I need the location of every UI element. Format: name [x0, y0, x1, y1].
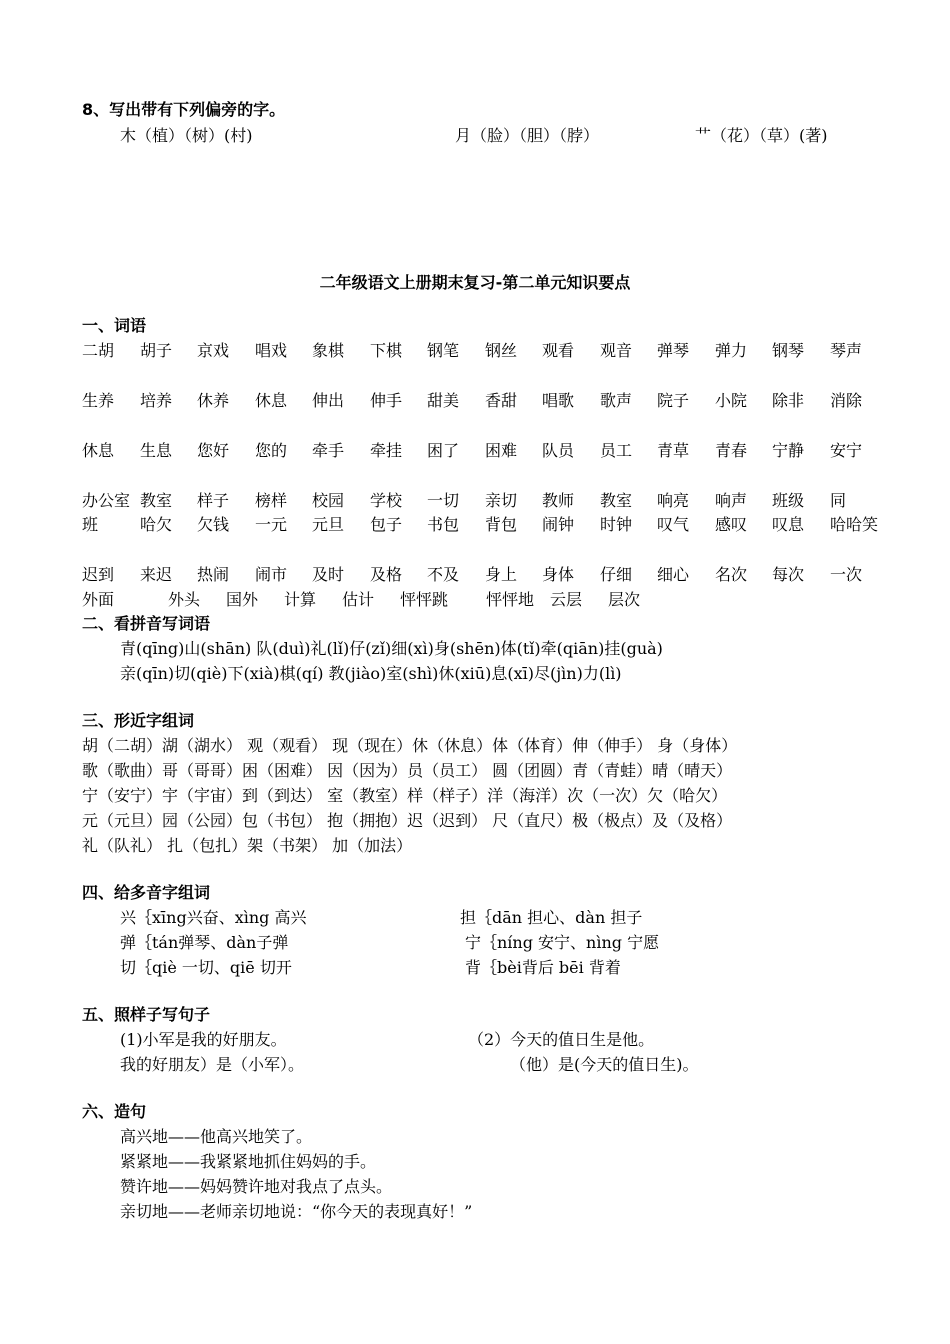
- pinyin-line-1: 青(qīng)山(shān) 队(duì)礼(lǐ)仔(zǐ)细(xì)身(shēn)体(tǐ)牵(qiān)挂(guà): [120, 639, 663, 658]
- vocab-word: 闹钟: [542, 515, 575, 534]
- vocab-word: 及格: [370, 565, 403, 584]
- q8-mu-radical: 木（植）（树）(村): [120, 126, 253, 145]
- vocab-word: 消除: [830, 391, 863, 410]
- polyphone-qie: 切｛qiè 一切、qiē 切开: [120, 958, 292, 977]
- vocab-word: 钢笔: [427, 341, 460, 360]
- vocab-word: 时钟: [600, 515, 633, 534]
- vocab-word: 休息: [82, 441, 115, 460]
- vocab-word: 唱戏: [255, 341, 288, 360]
- vocab-word: 困了: [427, 441, 460, 460]
- vocab-word: 怦怦跳: [400, 590, 449, 609]
- vocab-word: 身上: [485, 565, 518, 584]
- vocab-word: 榜样: [255, 491, 288, 510]
- vocab-word: 甜美: [427, 391, 460, 410]
- vocab-word: 牵挂: [370, 441, 403, 460]
- example-sentence-2: （2）今天的值日生是他。: [468, 1030, 655, 1049]
- vocab-word: 教室: [600, 491, 633, 510]
- vocab-word: 一元: [255, 515, 288, 534]
- vocab-word: 哈欠: [140, 515, 173, 534]
- vocab-word: 弹力: [715, 341, 748, 360]
- vocab-word: 感叹: [715, 515, 748, 534]
- vocab-word: 安宁: [830, 441, 863, 460]
- vocab-word: 小院: [715, 391, 748, 410]
- vocab-word: 身体: [542, 565, 575, 584]
- sentence-qinqie: 亲切地——老师亲切地说：“你今天的表现真好！”: [120, 1202, 473, 1221]
- vocab-word: 背包: [485, 515, 518, 534]
- vocab-word: 休息: [255, 391, 288, 410]
- sentence-gaoxing: 高兴地——他高兴地笑了。: [120, 1127, 313, 1146]
- vocab-word: 一切: [427, 491, 460, 510]
- polyphone-ning: 宁｛níng 安宁、nìng 宁愿: [465, 933, 660, 952]
- vocab-word: 院子: [657, 391, 690, 410]
- vocab-word: 叹息: [772, 515, 805, 534]
- vocab-word: 书包: [427, 515, 460, 534]
- similar-chars-line-5: 礼（队礼） 扎（包扎）架（书架） 加（加法）: [82, 836, 413, 855]
- vocab-word: 钢丝: [485, 341, 518, 360]
- polyphone-tan: 弹｛tán弹琴、dàn子弹: [120, 933, 289, 952]
- vocab-word: 京戏: [197, 341, 230, 360]
- example-sentence-1: (1)小军是我的好朋友。: [120, 1030, 287, 1049]
- sentence-zanxu: 赞许地——妈妈赞许地对我点了点头。: [120, 1177, 393, 1196]
- sentence-jinjin: 紧紧地——我紧紧地抓住妈妈的手。: [120, 1152, 377, 1171]
- vocab-word: 国外: [226, 590, 259, 609]
- vocab-word: 二胡: [82, 341, 115, 360]
- vocab-word: 学校: [370, 491, 403, 510]
- vocab-word: 办公室: [82, 491, 131, 510]
- section-4-heading: 四、给多音字组词: [82, 883, 211, 902]
- q8-cao-radical: 艹（花）（草）(著): [695, 126, 828, 145]
- similar-chars-line-3: 宁（安宁）宇（宇宙）到（到达） 室（教室）样（样子）洋（海洋）次（一次）欠（哈欠）: [82, 786, 728, 805]
- vocab-word: 元旦: [312, 515, 345, 534]
- vocab-word: 校园: [312, 491, 345, 510]
- vocab-word: 怦怦地: [486, 590, 535, 609]
- vocab-word: 叹气: [657, 515, 690, 534]
- section-2-heading: 二、看拼音写词语: [82, 614, 211, 633]
- vocab-word: 热闹: [197, 565, 230, 584]
- vocab-word: 困难: [485, 441, 518, 460]
- vocab-word: 细心: [657, 565, 690, 584]
- vocab-word: 不及: [427, 565, 460, 584]
- vocab-word: 层次: [608, 590, 641, 609]
- vocab-word: 钢琴: [772, 341, 805, 360]
- vocab-word: 观看: [542, 341, 575, 360]
- vocab-word: 及时: [312, 565, 345, 584]
- vocab-word: 牵手: [312, 441, 345, 460]
- section-3-heading: 三、形近字组词: [82, 711, 195, 730]
- vocab-word: 来迟: [140, 565, 173, 584]
- vocab-word: 外面: [82, 590, 115, 609]
- vocab-word: 员工: [600, 441, 633, 460]
- vocab-word: 歌声: [600, 391, 633, 410]
- vocab-word: 响亮: [657, 491, 690, 510]
- vocab-word: 伸手: [370, 391, 403, 410]
- vocab-word: 云层: [550, 590, 583, 609]
- vocab-word: 观音: [600, 341, 633, 360]
- vocab-word: 青草: [657, 441, 690, 460]
- vocab-word: 队员: [542, 441, 575, 460]
- q8-yue-radical: 月（脸）（胆）（脖）: [455, 126, 600, 145]
- similar-chars-line-4: 元（元旦）园（公园）包（书包） 抱（拥抱）迟（迟到） 尺（直尺）极（极点）及（及格）: [82, 811, 733, 830]
- vocab-word: 迟到: [82, 565, 115, 584]
- section-6-heading: 六、造句: [82, 1102, 147, 1121]
- vocab-word: 计算: [284, 590, 317, 609]
- vocab-word: 一次: [830, 565, 863, 584]
- vocab-word: 亲切: [485, 491, 518, 510]
- pinyin-line-2: 亲(qīn)切(qiè)下(xià)棋(qí) 教(jiào)室(shì)休(xiū)息(xī)尽(jìn)力(lì): [120, 664, 622, 683]
- vocab-word: 闹市: [255, 565, 288, 584]
- vocab-word: 除非: [772, 391, 805, 410]
- similar-chars-line-1: 胡（二胡）湖（湖水） 观（观看） 现（现在）休（休息）体（体育）伸（伸手） 身（身体）: [82, 736, 738, 755]
- vocab-word: 伸出: [312, 391, 345, 410]
- vocab-word: 青春: [715, 441, 748, 460]
- page-title: 二年级语文上册期末复习-第二单元知识要点: [319, 273, 631, 292]
- polyphone-bei: 背｛bèi背后 bēi 背着: [465, 958, 621, 977]
- vocab-word: 宁静: [772, 441, 805, 460]
- polyphone-dan: 担｛dān 担心、dàn 担子: [460, 908, 643, 927]
- q8-heading: 8、写出带有下列偏旁的字。: [82, 100, 286, 119]
- similar-chars-line-2: 歌（歌曲）哥（哥哥）困（困难） 因（因为）员（员工） 圆（团圆）青（青蛙）晴（晴天）: [82, 761, 733, 780]
- vocab-word: 哈哈笑: [830, 515, 879, 534]
- vocab-word: 外头: [168, 590, 201, 609]
- vocab-word: 培养: [140, 391, 173, 410]
- vocab-word: 唱歌: [542, 391, 575, 410]
- vocab-word: 弹琴: [657, 341, 690, 360]
- vocab-word: 生息: [140, 441, 173, 460]
- vocab-word: 响声: [715, 491, 748, 510]
- polyphone-xing: 兴｛xīng兴奋、xìng 高兴: [120, 908, 307, 927]
- vocab-word: 仔细: [600, 565, 633, 584]
- rewrite-sentence-2: （他）是(今天的值日生)。: [510, 1055, 699, 1074]
- vocab-word: 包子: [370, 515, 403, 534]
- vocab-word: 琴声: [830, 341, 863, 360]
- vocab-word: 下棋: [370, 341, 403, 360]
- vocab-word: 教室: [140, 491, 173, 510]
- vocab-word: 休养: [197, 391, 230, 410]
- vocab-word: 样子: [197, 491, 230, 510]
- section-1-heading: 一、词语: [82, 316, 147, 335]
- vocab-word: 教师: [542, 491, 575, 510]
- vocab-word: 您的: [255, 441, 288, 460]
- vocab-word: 生养: [82, 391, 115, 410]
- vocab-word: 象棋: [312, 341, 345, 360]
- vocab-word: 欠钱: [197, 515, 230, 534]
- section-5-heading: 五、照样子写句子: [82, 1005, 211, 1024]
- vocab-word: 班: [82, 515, 99, 534]
- vocab-word: 名次: [715, 565, 748, 584]
- vocab-word: 胡子: [140, 341, 173, 360]
- vocab-word: 班级: [772, 491, 805, 510]
- vocab-word: 估计: [342, 590, 375, 609]
- rewrite-sentence-1: 我的好朋友）是（小军）。: [120, 1055, 305, 1074]
- vocab-word: 每次: [772, 565, 805, 584]
- vocab-word: 同: [830, 491, 847, 510]
- vocab-word: 您好: [197, 441, 230, 460]
- vocab-word: 香甜: [485, 391, 518, 410]
